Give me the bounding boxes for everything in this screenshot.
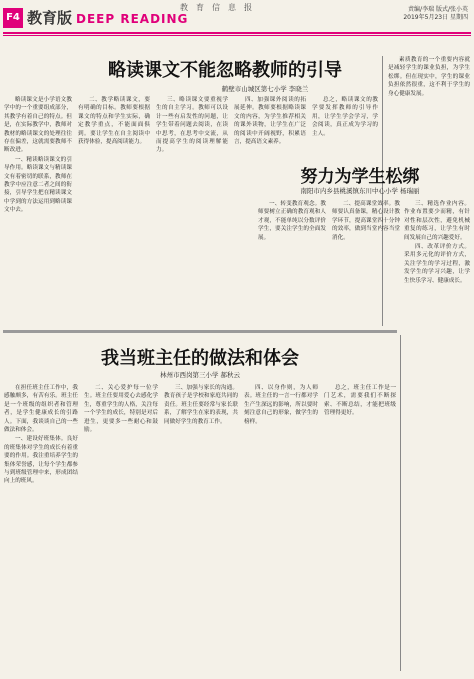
article2-column-3 [404, 200, 470, 670]
article1-column-3 [156, 96, 228, 322]
masthead-date: 2019年5月23日 星期四 [403, 14, 468, 21]
article1-paragraph: 三、略读课文要重视学生的自主学习。教师可以设计一些有启发性的问题，让学生带着问题去阅读，在读中思考，在思考中交流，从而提高学生的阅读理解能力。 [156, 97, 228, 154]
masthead-editors: 责编/李瑞 版式/张小英 [408, 6, 468, 13]
article2-paragraph: 素质教育的一个重要内容就是减轻学生的课业负担，为学生松绑。但在现实中，学生的课业负担依然很重，这不利于学生的身心健康发展。 [388, 57, 470, 97]
article2-column-2 [332, 200, 400, 328]
article1-paragraph: 一、精读略读课文的引导作用。略读课文与精读课文有着密切的联系，教师在教学中应注意二者之间的衔接，引导学生把在精读课文中学到的方法运用到略读课文中去。 [4, 156, 72, 214]
article3-column-4 [244, 384, 318, 674]
newspaper-motto: 教育信息报 [180, 3, 260, 12]
article1-paragraph: 二、教学略读课文，要有明确的目标。教师要根据课文的特点和学生实际，确定教学重点，不能面面俱到。要让学生在自主阅读中获得体验，提高阅读能力。 [78, 97, 150, 146]
section-title-zh: 教育版 [27, 9, 73, 27]
article3-paragraph: 三、加强与家长的沟通。教育孩子是学校和家庭共同的责任。班主任要经常与家长联系，了解学生在家的表现，共同做好学生的教育工作。 [164, 385, 238, 425]
article1-paragraph: 四、加强课外阅读的拓展延伸。教师要根据略读课文的内容，为学生推荐相关的课外读物，让学生在广泛的阅读中开阔视野，积累语言，提高语文素养。 [234, 97, 306, 146]
article3-column-5 [324, 384, 396, 674]
article3-paragraph: 四、以身作则，为人师表。班主任的一言一行都对学生产生深远的影响，所以要时刻注意自己的形象，做学生的榜样。 [244, 385, 318, 425]
article3-column-2 [84, 384, 158, 674]
article1-column-2 [78, 96, 150, 322]
article2-byline: 南阳市内乡县桃溪镇东川中心小学 杨瑞丽 [300, 187, 420, 195]
article2-paragraph: 二、提高课堂效率。教师要认真备课，精心设计教学环节，提高课堂四十分钟的效率，做到当堂内容当堂消化。 [332, 201, 400, 241]
article3-paragraph: 在担任班主任工作中，我感触颇多，有苦有乐。班主任是一个班级的组织者和管理者，是学生健康成长的引路人。下面，我谈谈自己的一些做法和体会。 [4, 385, 78, 434]
article3-byline: 林州市西岗第三小学 郝秋云 [159, 371, 241, 379]
masthead [403, 6, 468, 22]
article2-intro-column [388, 56, 470, 156]
article2-paragraph: 一、转变教育观念。教师要树立正确的教育观和人才观，不能单纯以分数评价学生，要关注学生的全面发展。 [258, 201, 326, 241]
article1-paragraph: 总之，略读课文的教学要发挥教师的引导作用，让学生学会学习，学会阅读，真正成为学习的主人。 [312, 97, 378, 137]
page-code-badge: F4 [3, 8, 23, 28]
article3-paragraph: 总之，班主任工作是一门艺术，需要我们不断探索、不断总结，才能把班级管理得更好。 [324, 385, 396, 417]
article1-paragraph: 略读课文是小学语文教学中的一个重要组成部分，其教学有着自己的特点。但是，在实际教学中，教师对教材的略读课文的处理往往存在偏差，这就需要教师不断改进。 [4, 97, 72, 154]
article3-paragraph: 一、建设好班集体。良好的班集体对学生的成长有着重要的作用。我注重培养学生的集体荣誉感，让每个学生都参与到班级管理中来，形成团结向上的班风。 [4, 436, 78, 485]
column-divider [400, 335, 401, 671]
article3-column-1 [4, 384, 78, 674]
article2-paragraph: 三、精选作业内容。作业布置要少而精，有针对性和层次性，避免机械重复的练习，让学生有时间发展自己的兴趣爱好。 [404, 201, 470, 241]
article2-column-1 [258, 200, 326, 328]
article3-paragraph: 二、关心爱护每一位学生。班主任要用爱心去感化学生，尊重学生的人格，关注每一个学生的成长，特别是对后进生，更要多一些耐心和鼓励。 [84, 385, 158, 434]
header-rule-thin [3, 35, 471, 36]
article1-byline: 鹤壁市山城区第七小学 李晓兰 [221, 85, 309, 93]
article3-column-3 [164, 384, 238, 674]
article1-column-1 [4, 96, 72, 322]
article1-title: 略读课文不能忽略教师的引导 [108, 60, 342, 81]
article2-paragraph: 四、改革评价方式。采用多元化的评价方式，关注学生的学习过程，激发学生的学习兴趣，让学生快乐学习、健康成长。 [404, 244, 470, 284]
article3-title: 我当班主任的做法和体会 [101, 348, 299, 369]
header-rule [3, 32, 471, 34]
section-separator [3, 330, 397, 333]
section-title [27, 7, 188, 28]
section-title-en: DEEP READING [76, 12, 189, 26]
article2-title: 努力为学生松绑 [300, 167, 420, 187]
page-header [0, 0, 474, 40]
